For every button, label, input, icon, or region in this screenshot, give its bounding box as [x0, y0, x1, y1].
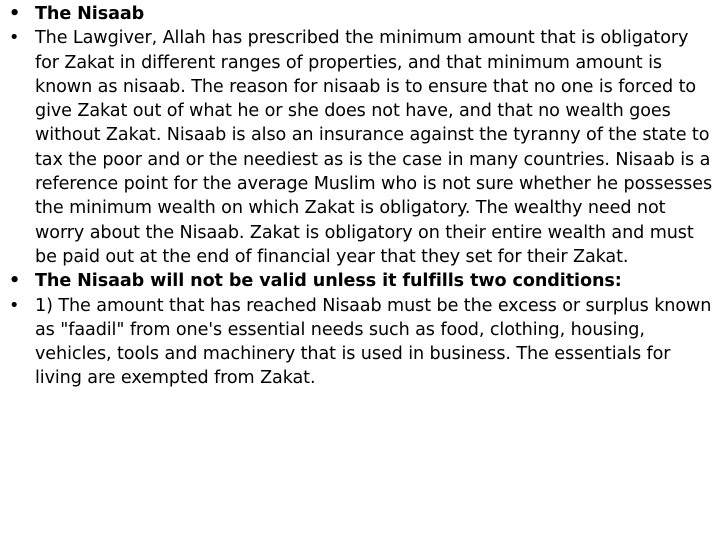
bullet-text: The Lawgiver, Allah has prescribed the minimum amount that is obligatory for Zakat in different ranges of properties, and that minimum amount is known as nisaab. The reason for nisaab is to ensure that no one is forced to give Zakat out of what he or she does not have, and that no wealth goes without Zakat. Nisaab is also an insurance against the tyranny of the state to tax the poor and or the neediest as is the case in many countries. Nisaab is a reference point for the average Muslim who is not sure whether he possesses the minimum wealth on which Zakat is obligatory. The wealthy need not worry about the Nisaab. Zakat is obligatory on their entire wealth and must be paid out at the end of financial year that they set for their Zakat.: [35, 28, 713, 267]
bullet-text: The Nisaab: [35, 4, 145, 24]
bullet-item-definition: [0, 26, 720, 269]
bullet-item-condition-1: [0, 294, 720, 391]
bullet-list: [0, 2, 720, 391]
bullet-icon: •: [9, 28, 20, 49]
bullet-text: The Nisaab will not be valid unless it fulfills two conditions:: [35, 271, 622, 292]
bullet-text: 1) The amount that has reached Nisaab must be the excess or surplus known as "faadil" from one's essential needs such as food, clothing, housing, vehicles, tools and machinery that is used in business. The essentials for living are exempted from Zakat.: [35, 295, 712, 389]
bullet-item-conditions: [0, 269, 720, 293]
bullet-icon: •: [9, 295, 20, 316]
bullet-icon: •: [9, 4, 21, 24]
bullet-icon: •: [9, 271, 21, 292]
bullet-item-title: [0, 2, 720, 26]
